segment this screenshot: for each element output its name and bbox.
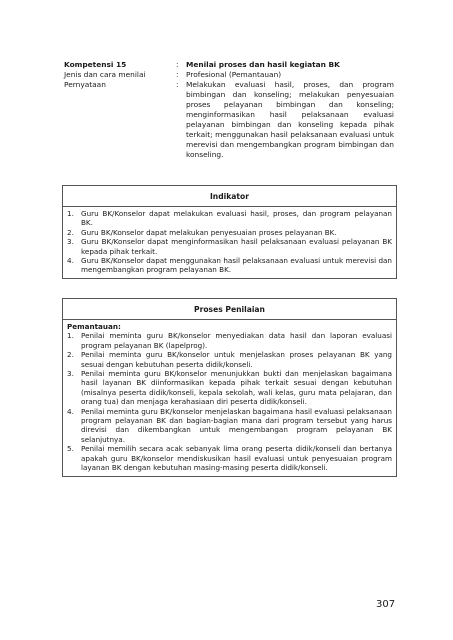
process-item: [67, 350, 392, 369]
item-text: Penilai meminta guru BK/konselor menyediakan data hasil dan laporan evaluasi program pelayanan BK (lapelprog).: [81, 331, 392, 350]
item-number: 2.: [67, 227, 74, 237]
item-text: Penilai meminta guru BK/konselor menjelaskan bagaimana hasil evaluasi pelaksanaan program pelayanan BK dan bagian-bagian mana dari program tersebut yang harus direvisi dan dikembangkan untuk mengembangan program pelayanan BK selanjutnya.: [81, 406, 392, 444]
process-title: Proses Penilaian: [63, 299, 396, 320]
process-item: [67, 407, 392, 445]
item-number: 4.: [67, 406, 74, 416]
item-number: 4.: [67, 256, 74, 266]
item-number: 5.: [67, 444, 74, 454]
assessment-type-label: Jenis dan cara menilai: [64, 70, 146, 79]
item-number: 3.: [67, 237, 74, 247]
indicator-item: [67, 209, 392, 228]
process-item: [67, 331, 392, 350]
indicator-box: [62, 185, 397, 279]
item-number: 3.: [67, 369, 74, 379]
process-list: [67, 331, 392, 472]
indicator-item: [67, 256, 392, 275]
competency-value: Menilai proses dan hasil kegiatan BK: [186, 60, 340, 69]
competency-header: [64, 60, 394, 160]
indicator-list: [67, 209, 392, 275]
item-text: Guru BK/Konselor dapat melakukan penyesuaian proses pelayanan BK.: [81, 227, 337, 237]
competency-label: Kompetensi 15: [64, 60, 127, 69]
process-item: [67, 444, 392, 472]
colon: :: [176, 60, 179, 69]
item-text: Penilai meminta guru BK/konselor menunjukkan bukti dan menjelaskan bagaimana hasil layanan BK diinformasikan kepada pihak terkait sesuai dengan kebutuhan (misalnya peserta didik/konseli, kepala sekolah, wali kelas, guru mata pelajaran, dan orang tua) dan menjaga kerahasiaan diri peserta didik/konseli.: [81, 369, 392, 407]
colon: :: [176, 70, 179, 79]
indicator-item: [67, 237, 392, 256]
competency-row: [64, 60, 394, 70]
statement-label: Pernyataan: [64, 80, 106, 89]
indicator-item: [67, 228, 392, 237]
colon: :: [176, 80, 179, 89]
statement-value: Melakukan evaluasi hasil, proses, dan program bimbingan dan konseling; melakukan penyesuaian proses pelayanan bimbingan dan konseling; menginformasikan hasil pelaksanaan evaluasi pelayanan bimbingan dan konseling kepada pihak terkait; menggunakan hasil pelaksanaan evaluasi untuk merevisi dan mengembangkan program bimbingan dan konseling.: [186, 80, 394, 159]
assessment-type-row: [64, 70, 394, 80]
process-body: [63, 320, 396, 476]
assessment-process-box: [62, 298, 397, 477]
process-item: [67, 369, 392, 407]
page-number: 307: [376, 599, 396, 610]
process-subtitle: Pemantauan:: [67, 322, 121, 331]
item-text: Penilai memilih secara acak sebanyak lima orang peserta didik/konseli dan bertanya apakah guru BK/konselor mendiskusikan hasil evaluasi untuk penyesuaian program layanan BK dengan kebutuhan masing-masing peserta didik/konseli.: [81, 444, 392, 473]
indicator-body: [63, 207, 396, 278]
statement-row: [64, 80, 394, 160]
item-text: Guru BK/Konselor dapat menggunakan hasil pelaksanaan evaluasi untuk merevisi dan mengembangkan program pelayanan BK.: [81, 256, 392, 275]
item-number: 1.: [67, 209, 74, 218]
item-number: 1.: [67, 331, 74, 341]
assessment-type-value: Profesional (Pemantauan): [186, 70, 282, 79]
item-text: Guru BK/Konselor dapat melakukan evaluasi hasil, proses, dan program pelayanan BK.: [81, 209, 392, 228]
item-text: Guru BK/Konselor dapat menginformasikan hasil pelaksanaan evaluasi pelayanan BK kepada pihak terkait.: [81, 237, 392, 256]
item-text: Penilai meminta guru BK/konselor untuk menjelaskan proses pelayanan BK yang sesuai dengan kebutuhan peserta didik/konseli.: [81, 350, 392, 369]
item-number: 2.: [67, 350, 74, 360]
indicator-title: Indikator: [63, 186, 396, 207]
